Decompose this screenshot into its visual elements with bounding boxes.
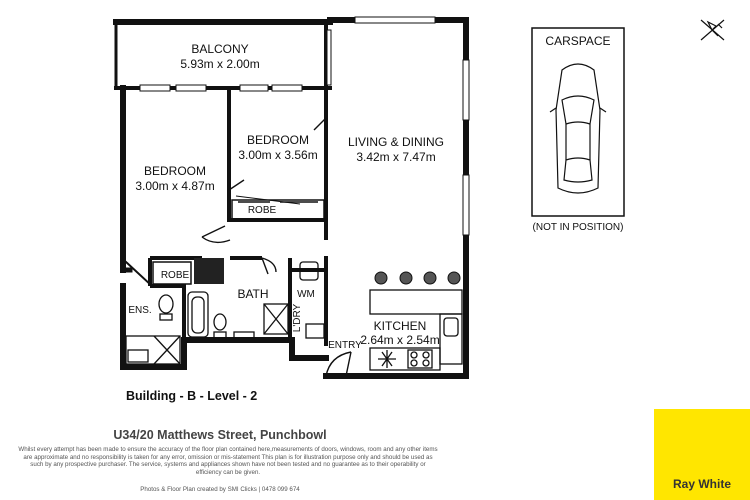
robe-lower-label: ROBE	[160, 270, 190, 281]
disclaimer-text: Whilst every attempt has been made to ensure the accuracy of the floor plan contained here,measurements of doors, windows, room and any other items are approximate and no responsibility is taken for any error, omission or mis-statement This plan is for illustration purpose only and should be used as such by any prospective purchaser. The service, systems and appliances shown have not been tested and no guarantee as to their operability or efficiency can be given.	[18, 446, 438, 476]
ens-label: ENS.	[128, 305, 152, 316]
bedroom1-size: 3.00m x 4.87m	[135, 179, 215, 193]
bedroom2-name: BEDROOM	[246, 133, 310, 147]
credit-line: Photos & Floor Plan created by SMI Clicks | 0478 099 674	[140, 486, 300, 493]
property-address: U34/20 Matthews Street, Punchbowl	[113, 428, 327, 442]
ray-white-logo[interactable]	[654, 409, 750, 500]
kitchen-size: 2.64m x 2.54m	[360, 333, 440, 347]
robe-upper	[232, 196, 324, 220]
logo-text: Ray White	[672, 477, 731, 491]
kitchen-name: KITCHEN	[373, 319, 427, 333]
robe-upper-label: ROBE	[247, 205, 277, 216]
balcony-name: BALCONY	[191, 42, 249, 56]
balcony-size: 5.93m x 2.00m	[180, 57, 260, 71]
bath-label: BATH	[237, 287, 269, 301]
entry-label: ENTRY	[328, 340, 362, 351]
dark-panel	[194, 258, 224, 284]
pendant-lights	[375, 272, 460, 284]
building-level-label: Building - B - Level - 2	[126, 389, 258, 403]
car-icon	[550, 64, 606, 193]
carspace-label: CARSPACE	[545, 34, 611, 48]
carspace-note: (NOT IN POSITION)	[532, 222, 624, 233]
ldry-label: L'DRY	[292, 303, 303, 333]
wm-label: WM	[297, 289, 315, 300]
living-name: LIVING & DINING	[347, 135, 445, 149]
living-size: 3.42m x 7.47m	[356, 150, 436, 164]
compass-icon	[701, 20, 724, 40]
bedroom2-size: 3.00m x 3.56m	[238, 148, 318, 162]
bedroom1-name: BEDROOM	[143, 164, 207, 178]
